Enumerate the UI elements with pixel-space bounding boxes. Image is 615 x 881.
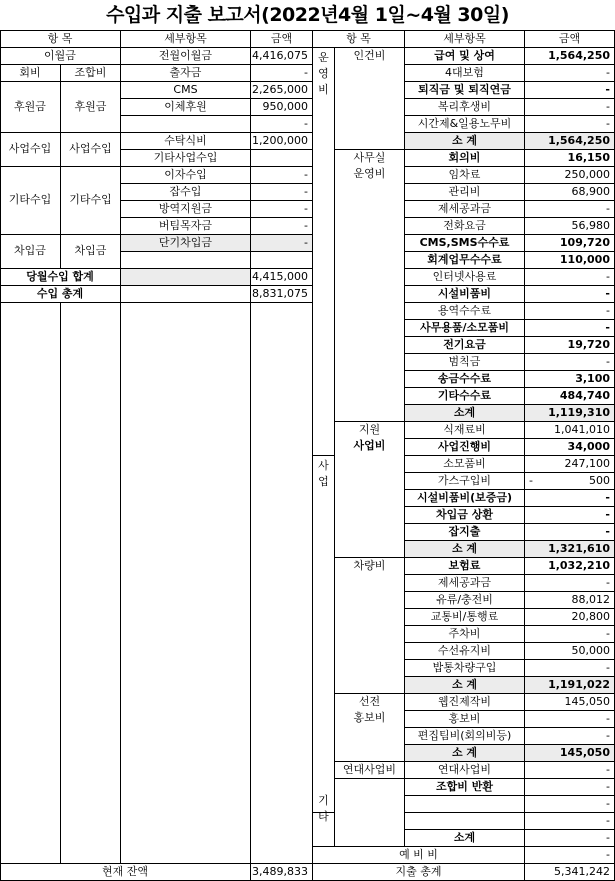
expense-amount-value: 500 xyxy=(589,474,610,487)
income-amount: - xyxy=(251,201,313,218)
income-header-detail: 세부항목 xyxy=(121,31,251,48)
expense-amount: - xyxy=(525,201,615,218)
expense-amount: - xyxy=(525,728,615,745)
income-amount: - xyxy=(251,218,313,235)
expense-amount: 50,000 xyxy=(525,643,615,660)
expense-detail: 회계업무수수료 xyxy=(405,252,525,269)
expense-detail: 연대사업비 xyxy=(405,762,525,779)
expense-amount: - xyxy=(525,65,615,82)
expense-detail: 인터넷사용료 xyxy=(405,269,525,286)
expense-detail: 시간제&일용노무비 xyxy=(405,116,525,133)
income-detail: 출자금 xyxy=(121,65,251,82)
income-month-total-label: 당월수입 합계 xyxy=(0,269,121,286)
income-category: 후원금 xyxy=(0,82,61,133)
expense-subcategory-label: 연대사업비 xyxy=(342,763,397,776)
expense-subcategory-label: 홍보비 xyxy=(353,711,386,724)
income-grand-total-label: 수입 총계 xyxy=(0,286,121,303)
income-detail: 이체후원 xyxy=(121,99,251,116)
expense-amount: - xyxy=(525,303,615,320)
expense-amount: - xyxy=(525,507,615,524)
income-detail: 방역지원금 xyxy=(121,201,251,218)
expense-detail: 웹진제작비 xyxy=(405,694,525,711)
page-title: 수입과 지출 보고서(2022년4월 1일~4월 30일) xyxy=(106,4,509,26)
expense-detail: 제세공과금 xyxy=(405,201,525,218)
income-empty xyxy=(251,303,313,864)
income-amount: 4,416,075 xyxy=(251,48,313,65)
expense-subcategory xyxy=(335,422,405,558)
expense-amount: - xyxy=(525,116,615,133)
income-amount: - xyxy=(251,184,313,201)
expense-detail: CMS,SMS수수료 xyxy=(405,235,525,252)
income-amount: 1,200,000 xyxy=(251,133,313,150)
expense-detail: 급여 및 상여 xyxy=(405,48,525,65)
expense-subtotal-amount: 1,321,610 xyxy=(525,541,615,558)
expense-amount: - xyxy=(525,796,615,813)
income-amount: 950,000 xyxy=(251,99,313,116)
expense-category-other-text: 기타 xyxy=(318,794,329,823)
expense-detail: 송금수수료 xyxy=(405,371,525,388)
expense-subtotal-label: 소 계 xyxy=(405,133,525,150)
expense-amount: 1,041,010 xyxy=(525,422,615,439)
expense-detail: 홍보비 xyxy=(405,711,525,728)
expense-amount: - xyxy=(525,524,615,541)
income-amount: - xyxy=(251,235,313,252)
expense-detail: 범칙금 xyxy=(405,354,525,371)
expense-amount: 109,720 xyxy=(525,235,615,252)
expense-detail: 편집팀비(회의비등) xyxy=(405,728,525,745)
income-detail: 수탁식비 xyxy=(121,133,251,150)
income-amount: - xyxy=(251,116,313,133)
expense-amount: 68,900 xyxy=(525,184,615,201)
income-subcategory: 후원금 xyxy=(61,82,121,133)
expense-subcategory xyxy=(335,48,405,150)
expense-detail: 소모품비 xyxy=(405,456,525,473)
income-category: 회비 xyxy=(0,65,61,82)
expense-header-item: 항 목 xyxy=(313,31,405,48)
expense-detail: 주차비 xyxy=(405,626,525,643)
expense-subcategory xyxy=(335,694,405,762)
expense-amount: - xyxy=(525,354,615,371)
expense-detail: 퇴직금 및 퇴직연금 xyxy=(405,82,525,99)
expense-amount: 3,100 xyxy=(525,371,615,388)
income-detail: 버팀목자금 xyxy=(121,218,251,235)
income-amount: - xyxy=(251,167,313,184)
expense-amount: 484,740 xyxy=(525,388,615,405)
expense-subtotal-amount: 1,191,022 xyxy=(525,677,615,694)
expense-detail: 수선유지비 xyxy=(405,643,525,660)
report-table xyxy=(0,30,615,878)
income-subcategory: 사업수입 xyxy=(61,133,121,167)
expense-header-detail: 세부항목 xyxy=(405,31,525,48)
income-category: 이월금 xyxy=(0,48,121,65)
expense-subcategory-label: 사업비 xyxy=(353,439,386,452)
expense-detail: 잡지출 xyxy=(405,524,525,541)
expense-subtotal-label: 소 계 xyxy=(405,541,525,558)
income-detail: 단기차입금 xyxy=(121,235,251,252)
expense-detail: 가스구입비 xyxy=(405,473,525,490)
expense-detail: 4대보험 xyxy=(405,65,525,82)
income-empty xyxy=(0,303,61,864)
expense-category-business xyxy=(313,456,335,813)
expense-detail: 관리비 xyxy=(405,184,525,201)
expense-detail xyxy=(405,813,525,830)
expense-subtotal-label: 소계 xyxy=(405,830,525,847)
expense-total-label: 지출 총계 xyxy=(313,864,525,881)
income-detail xyxy=(121,252,251,269)
expense-amount: - xyxy=(525,626,615,643)
expense-amount: - xyxy=(525,320,615,337)
expense-subtotal-label: 소 계 xyxy=(405,745,525,762)
expense-subcategory xyxy=(335,558,405,694)
expense-detail: 교통비/통행료 xyxy=(405,609,525,626)
expense-amount: - xyxy=(525,269,615,286)
expense-amount: 110,000 xyxy=(525,252,615,269)
expense-detail: 유류/충전비 xyxy=(405,592,525,609)
expense-detail: 차입금 상환 xyxy=(405,507,525,524)
expense-detail: 제세공과금 xyxy=(405,575,525,592)
income-empty xyxy=(61,303,121,864)
income-detail: 기타사업수입 xyxy=(121,150,251,167)
income-category: 사업수입 xyxy=(0,133,61,167)
income-detail: 잡수입 xyxy=(121,184,251,201)
expense-category-other xyxy=(313,779,335,847)
income-month-total-spacer xyxy=(121,269,251,286)
income-amount xyxy=(251,150,313,167)
income-subcategory: 차입금 xyxy=(61,235,121,269)
expense-subcategory xyxy=(335,150,405,422)
expense-detail: 회의비 xyxy=(405,150,525,167)
expense-subtotal-label: 소계 xyxy=(405,405,525,422)
expense-amount: - xyxy=(525,286,615,303)
expense-header-amount: 금액 xyxy=(525,31,615,48)
expense-amount: 56,980 xyxy=(525,218,615,235)
income-detail: 이자수입 xyxy=(121,167,251,184)
expense-detail: 기타수수료 xyxy=(405,388,525,405)
expense-amount: - xyxy=(525,490,615,507)
expense-subtotal-amount: 145,050 xyxy=(525,745,615,762)
income-grand-total-spacer xyxy=(121,286,251,303)
expense-category-business-text: 사업 xyxy=(318,459,329,488)
income-amount: 2,265,000 xyxy=(251,82,313,99)
expense-detail: 전기요금 xyxy=(405,337,525,354)
income-category: 기타수입 xyxy=(0,167,61,235)
reserve-amount: - xyxy=(525,847,615,864)
income-amount: - xyxy=(251,65,313,82)
expense-detail: 복리후생비 xyxy=(405,99,525,116)
expense-subtotal-label: 소 계 xyxy=(405,677,525,694)
income-category: 차입금 xyxy=(0,235,61,269)
expense-amount: 19,720 xyxy=(525,337,615,354)
expense-amount-prefix: - xyxy=(529,474,533,487)
expense-detail: 전화요금 xyxy=(405,218,525,235)
expense-subtotal-amount: 1,119,310 xyxy=(525,405,615,422)
income-header-amount: 금액 xyxy=(251,31,313,48)
expense-subtotal-amount: 1,564,250 xyxy=(525,133,615,150)
expense-detail: 조합비 반환 xyxy=(405,779,525,796)
expense-subcategory-label: 차량비 xyxy=(353,559,386,572)
income-detail: CMS xyxy=(121,82,251,99)
expense-amount: - xyxy=(525,762,615,779)
expense-amount: 1,564,250 xyxy=(525,48,615,65)
expense-subcategory-label: 인건비 xyxy=(353,49,386,62)
expense-amount: - xyxy=(525,660,615,677)
expense-amount: 250,000 xyxy=(525,167,615,184)
expense-amount: - xyxy=(525,99,615,116)
expense-amount: 34,000 xyxy=(525,439,615,456)
expense-subcategory xyxy=(335,779,405,847)
expense-amount: - xyxy=(525,813,615,830)
income-subcategory: 기타수입 xyxy=(61,167,121,235)
expense-amount: 247,100 xyxy=(525,456,615,473)
expense-detail xyxy=(405,796,525,813)
expense-amount: - xyxy=(525,711,615,728)
expense-amount: 88,012 xyxy=(525,592,615,609)
expense-amount: - xyxy=(525,575,615,592)
expense-detail: 밥통차량구입 xyxy=(405,660,525,677)
income-header-item: 항 목 xyxy=(0,31,121,48)
income-detail xyxy=(121,116,251,133)
expense-subcategory xyxy=(335,762,405,779)
expense-detail: 시설비품비(보증금) xyxy=(405,490,525,507)
expense-amount: 20,800 xyxy=(525,609,615,626)
expense-total-amount: 5,341,242 xyxy=(525,864,615,881)
expense-subcategory-label: 선전 xyxy=(358,695,381,708)
income-subcategory: 조합비 xyxy=(61,65,121,82)
expense-detail: 용역수수료 xyxy=(405,303,525,320)
income-detail: 전월이월금 xyxy=(121,48,251,65)
income-grand-total-amount: 8,831,075 xyxy=(251,286,313,303)
expense-amount xyxy=(525,473,615,490)
current-balance-amount: 3,489,833 xyxy=(251,864,313,881)
expense-category-operation xyxy=(313,48,335,456)
expense-amount: - xyxy=(525,82,615,99)
expense-subtotal-amount: - xyxy=(525,830,615,847)
expense-detail: 보험료 xyxy=(405,558,525,575)
expense-detail: 식재료비 xyxy=(405,422,525,439)
expense-detail: 사무용품/소모품비 xyxy=(405,320,525,337)
expense-subcategory-label: 지원 xyxy=(358,423,381,436)
current-balance-label: 현재 잔액 xyxy=(0,864,251,881)
expense-detail: 사업진행비 xyxy=(405,439,525,456)
reserve-label: 예 비 비 xyxy=(313,847,525,864)
expense-detail: 시설비품비 xyxy=(405,286,525,303)
expense-category-operation-text: 운영비 xyxy=(318,51,329,96)
income-month-total-amount: 4,415,000 xyxy=(251,269,313,286)
expense-amount: - xyxy=(525,779,615,796)
expense-subcategory-label: 사무실 xyxy=(353,151,386,164)
income-amount xyxy=(251,252,313,269)
income-empty xyxy=(121,303,251,864)
expense-detail: 임차료 xyxy=(405,167,525,184)
expense-amount: 16,150 xyxy=(525,150,615,167)
expense-amount: 1,032,210 xyxy=(525,558,615,575)
expense-amount: 145,050 xyxy=(525,694,615,711)
expense-subcategory-label: 운영비 xyxy=(353,167,386,180)
